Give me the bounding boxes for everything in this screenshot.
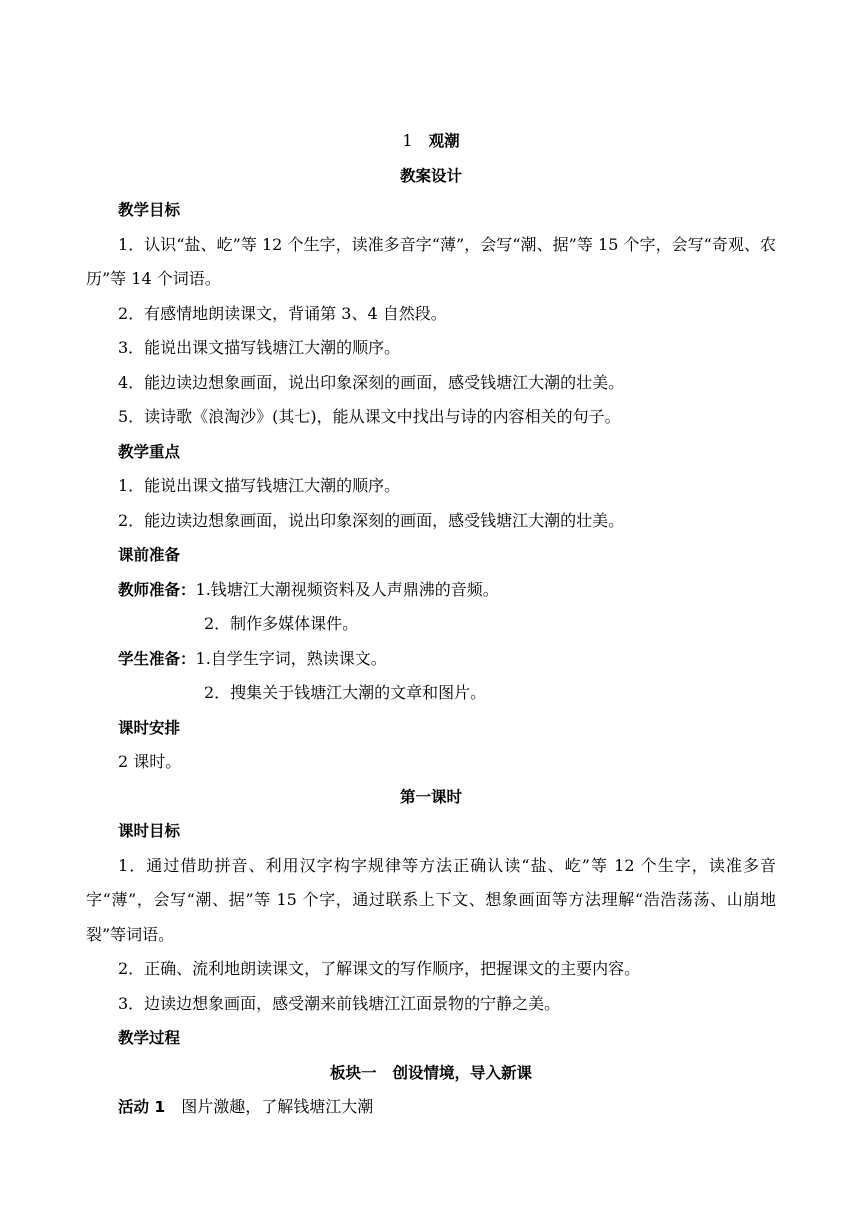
process-heading: 教学过程: [118, 1029, 181, 1047]
teacher-prep-row: [86, 573, 776, 608]
prep-heading: 课前准备: [118, 546, 181, 564]
block-heading: [86, 1056, 776, 1091]
activity-row: [86, 1090, 776, 1125]
student-prep-item: 2．搜集关于钱塘江大潮的文章和图片。: [204, 683, 487, 702]
lesson-title: [86, 124, 776, 159]
student-prep-item: 1.自学生字词，熟读课文。: [195, 648, 387, 668]
lesson-number: 1: [402, 131, 413, 150]
goal-item: 3．能说出课文描写钱塘江大潮的顺序。: [118, 338, 401, 357]
schedule-text: 2 课时。: [118, 752, 182, 771]
key-point-item: 2．能边读边想象画面，说出印象深刻的画面，感受钱塘江大潮的壮美。: [118, 510, 625, 530]
key-point-item: 1．能说出课文描写钱塘江大潮的顺序。: [118, 476, 401, 495]
teacher-prep-item: 2．制作多媒体课件。: [204, 614, 359, 633]
goal-item: 5．读诗歌《浪淘沙》(其七)，能从课文中找出与诗的内容相关的句子。: [118, 407, 621, 426]
student-prep-label: 学生准备：: [118, 649, 196, 668]
period-goal-item: 1．通过借助拼音、利用汉字构字规律等方法正确认读“盐、屹”等 12 个生字，读准多音字“薄”，会写“潮、据”等 15 个字，通过联系上下文、想象画面等方法理解“浩浩荡荡、山崩地裂”等词语。: [86, 855, 776, 944]
goal-item: 2．有感情地朗读课文，背诵第 3、4 自然段。: [118, 303, 447, 323]
document-page: [86, 124, 776, 1125]
period-goals-heading: 课时目标: [118, 822, 181, 840]
block-title: 创设情境，导入新课: [392, 1063, 533, 1082]
goal-item: 1．认识“盐、屹”等 12 个生字，读准多音字“薄”，会写“潮、据”等 15 个字，会写“奇观、农历”等 14 个词语。: [86, 234, 776, 288]
teacher-prep-item: 1.钱塘江大潮视频资料及人声鼎沸的音频。: [195, 579, 499, 599]
student-prep-row: [86, 642, 776, 677]
block-label: 板块一: [329, 1063, 377, 1082]
activity-label: 活动 1: [118, 1098, 166, 1116]
lesson-name: 观潮: [428, 132, 460, 150]
teacher-prep-label: 教师准备：: [118, 580, 196, 599]
goals-heading: 教学目标: [118, 201, 181, 219]
schedule-heading: 课时安排: [118, 718, 181, 737]
period-goal-item: 3．边读边想象画面，感受潮来前钱塘江江面景物的宁静之美。: [118, 993, 561, 1013]
period-title: 第一课时: [399, 787, 462, 806]
document-subtitle: 教案设计: [399, 166, 462, 185]
key-points-heading: 教学重点: [118, 442, 181, 461]
period-goal-item: 2．正确、流利地朗读课文，了解课文的写作顺序，把握课文的主要内容。: [118, 959, 641, 978]
goal-item: 4．能边读边想象画面，说出印象深刻的画面，感受钱塘江大潮的壮美。: [118, 372, 625, 392]
activity-title: 图片激趣，了解钱塘江大潮: [181, 1097, 374, 1116]
